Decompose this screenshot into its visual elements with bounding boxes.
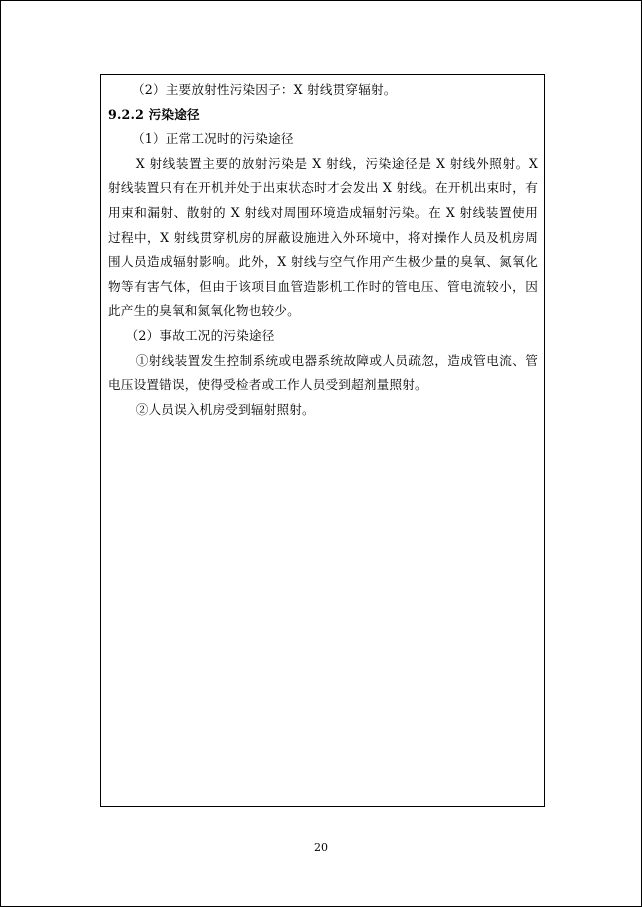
cell-content bbox=[108, 78, 538, 422]
accident-condition-heading: （2）事故工况的污染途径 bbox=[125, 327, 275, 343]
section-heading: 9.2.2 污染途径 bbox=[108, 106, 200, 122]
accident-item-1: ①射线装置发生控制系统或电器系统故障或人员疏忽，造成管电流、管电压设置错误，使得受检者或工作人员受到超剂量照射。 bbox=[108, 352, 538, 393]
page-number: 20 bbox=[314, 841, 328, 854]
normal-condition-paragraph: X 射线装置主要的放射污染是 X 射线，污染途径是 X 射线外照射。X 射线装置只有在开机并处于出束状态时才会发出 X 射线。在开机出束时，有用束和漏射、散射的 X 射线对周围环境造成辐射污染。在 X 射线装置使用过程中，X 射线贯穿机房的屏蔽设施进入外环境中，将对操作人员及机房周围人员造成辐射影响。此外，X 射线与空气作用产生极少量的臭氧、氮氧化物等有害气体，但由于该项目血管造影机工作时的管电压、管电流较小，因此产生的臭氧和氮氧化物也较少。 bbox=[108, 155, 538, 319]
accident-item-2: ②人员误入机房受到辐射照射。 bbox=[135, 401, 315, 417]
normal-condition-heading: （1）正常工况时的污染途径 bbox=[131, 131, 294, 147]
table-cell-frame bbox=[100, 74, 545, 807]
pollution-factor-line: （2）主要放射性污染因子：X 射线贯穿辐射。 bbox=[131, 82, 397, 97]
